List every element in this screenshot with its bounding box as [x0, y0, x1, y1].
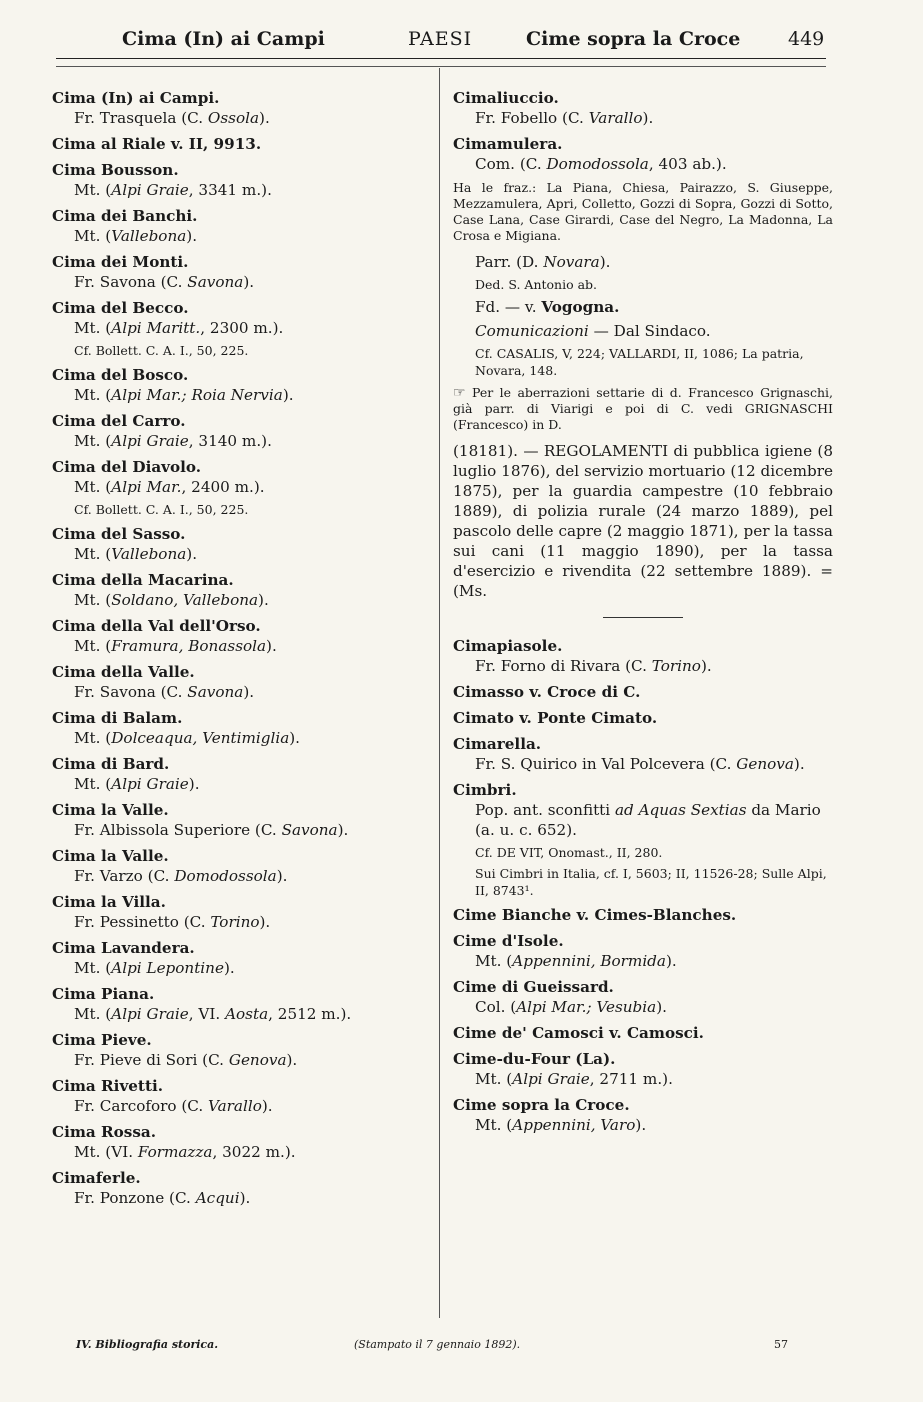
entry-head: Cima di Bard. — [52, 755, 170, 773]
entry — [52, 160, 427, 200]
entry-head: Cima del Bosco. — [52, 366, 189, 384]
entry-head: Cima la Villa. — [52, 893, 166, 911]
frazioni-note: Ha le fraz.: La Piana, Chiesa, Pairazzo, S. Giuseppe, Mezzamulera, Apri, Colletto, Gozzi di Sopra, Gozzi di Sotto, Case Lana, Case Girardi, Case del Negro, La Madonna, La Crosa e Migiana. — [453, 180, 833, 243]
entry — [52, 1030, 427, 1070]
entry-head: Cime Bianche v. Cimes-Blanches. — [453, 906, 737, 924]
entry-head: Cima della Valle. — [52, 663, 195, 681]
entry-head: Cimato v. Ponte Cimato. — [453, 709, 658, 727]
entry-head: Cime de' Camosci v. Camosci. — [453, 1024, 704, 1042]
pointing-hand-icon: ☞ — [453, 385, 466, 401]
entry-head: Cime di Gueissard. — [453, 978, 614, 996]
entry-body: Mt. (Alpi Graie, VI. Aosta, 2512 m.). — [74, 1005, 352, 1023]
entry — [52, 570, 427, 610]
entry — [453, 734, 833, 774]
entry-body: Mt. (Alpi Maritt., 2300 m.). — [74, 319, 284, 337]
entry-body: Fr. Pieve di Sori (C. Genova). — [74, 1051, 298, 1069]
entry-body: Fr. Carcoforo (C. Varallo). — [74, 1097, 273, 1115]
entry-body: Mt. (Appennini, Bormida). — [475, 952, 677, 970]
entry — [453, 636, 833, 676]
section-separator — [603, 617, 683, 618]
entry-body: Fr. S. Quirico in Val Polcevera (C. Genova). — [475, 755, 805, 773]
entry-body: Mt. (Vallebona). — [74, 227, 198, 245]
header-rule-bottom — [56, 66, 826, 67]
entry-body: Fr. Forno di Rivara (C. Torino). — [475, 657, 712, 675]
entry-head: Cima Rossa. — [52, 1123, 157, 1141]
entry-head: Cimbri. — [453, 781, 517, 799]
entry-body: Fr. Albissola Superiore (C. Savona). — [74, 821, 349, 839]
entry — [52, 754, 427, 794]
right-column — [453, 88, 833, 1141]
entry-body: Fr. Savona (C. Savona). — [74, 683, 255, 701]
header-section: PAESI — [408, 28, 473, 50]
entry-body: Mt. (Alpi Lepontine). — [74, 959, 235, 977]
entry-body: Mt. (Dolceaqua, Ventimiglia). — [74, 729, 301, 747]
entry — [52, 662, 427, 702]
page-number: 449 — [788, 28, 825, 50]
entry — [453, 931, 833, 971]
entry-body: Col. (Alpi Mar.; Vesubia). — [475, 998, 667, 1016]
entry-cimamulera — [453, 134, 833, 618]
entry-head: Cime sopra la Croce. — [453, 1096, 630, 1114]
entry — [52, 938, 427, 978]
entry-note: Sui Cimbri in Italia, cf. I, 5603; II, 11526-28; Sulle Alpi, II, 8743¹. — [475, 866, 827, 898]
entry-body: Mt. (Alpi Mar., 2400 m.). — [74, 478, 265, 496]
comunicazioni-line: Comunicazioni — Dal Sindaco. — [475, 322, 711, 340]
entry-note: Cf. Bollett. C. A. I., 50, 225. — [74, 343, 249, 358]
entry-head: Cima Rivetti. — [52, 1077, 164, 1095]
dedication-line: Ded. S. Antonio ab. — [475, 277, 598, 292]
entry-body: Mt. (Vallebona). — [74, 545, 198, 563]
entry — [52, 457, 427, 518]
entry-head: Cima Bousson. — [52, 161, 179, 179]
running-header — [56, 22, 826, 62]
entry — [453, 708, 833, 728]
entry-body: Mt. (Alpi Graie). — [74, 775, 200, 793]
entry-head: Cima al Riale v. II, 9913. — [52, 135, 262, 153]
entry — [453, 1095, 833, 1135]
left-column — [52, 88, 427, 1214]
entry-head: Cima del Sasso. — [52, 525, 186, 543]
entry-head: Cima (In) ai Campi. — [52, 89, 220, 107]
entry-head: Cimaferle. — [52, 1169, 141, 1187]
entry-body: Mt. (VI. Formazza, 3022 m.). — [74, 1143, 296, 1161]
header-right-title: Cime sopra la Croce — [526, 28, 741, 50]
entry-head: Cima del Carro. — [52, 412, 186, 430]
hand-note: ☞ Per le aberrazioni settarie di d. Francesco Grignaschi, già parr. di Viarigi e poi di C. vedi GRIGNASCHI (Francesco) in D. — [453, 385, 833, 432]
entry-cimaliuccio — [453, 88, 833, 128]
entry — [453, 1049, 833, 1089]
footer-sheet-number: 57 — [774, 1338, 788, 1351]
entry-head: Cima la Valle. — [52, 801, 169, 819]
entry-body: Fr. Fobello (C. Varallo). — [475, 109, 654, 127]
entry — [52, 984, 427, 1024]
parrocchia-line: Parr. (D. Novara). — [475, 253, 611, 271]
entry-body: Fr. Trasquela (C. Ossola). — [74, 109, 270, 127]
entry — [52, 800, 427, 840]
entry-head: Cima di Balam. — [52, 709, 183, 727]
entry-body: Mt. (Framura, Bonassola). — [74, 637, 277, 655]
entry-head: Cima del Diavolo. — [52, 458, 202, 476]
entry-body: Mt. (Alpi Mar.; Roia Nervia). — [74, 386, 294, 404]
entry — [52, 252, 427, 292]
entry — [52, 1076, 427, 1116]
entry-head: Cima della Val dell'Orso. — [52, 617, 261, 635]
entry — [52, 411, 427, 451]
entry-body: Fr. Pessinetto (C. Torino). — [74, 913, 271, 931]
entry-body: Mt. (Alpi Graie, 2711 m.). — [475, 1070, 673, 1088]
entry — [453, 977, 833, 1017]
entry — [52, 1122, 427, 1162]
column-divider — [439, 68, 440, 1318]
entry — [52, 365, 427, 405]
entry-body: Mt. (Soldano, Vallebona). — [74, 591, 269, 609]
right-column-entries — [453, 636, 833, 1135]
entry-head: Cimaliuccio. — [453, 89, 559, 107]
entry-head: Cima dei Monti. — [52, 253, 189, 271]
regolamenti-paragraph: (18181). — REGOLAMENTI di pubblica igiene (8 luglio 1876), del servizio mortuario (12 dicembre 1875), per la guardia campestre (10 febbraio 1889), di polizia rurale (24 marzo 1889), pel pascolo delle capre (2 maggio 1871), per la tassa sui cani (11 maggio 1890), per la tassa d'esercizio e rivendita (22 settembre 1889). = (Ms. — [453, 442, 833, 600]
entry-head: Cimapiasole. — [453, 637, 563, 655]
entry — [52, 1168, 427, 1208]
fd-line: Fd. — v. Vogogna. — [475, 298, 620, 316]
entry — [52, 892, 427, 932]
entry-head: Cimarella. — [453, 735, 542, 753]
header-left-title: Cima (In) ai Campi — [122, 28, 325, 50]
cf-reference: Cf. CASALIS, V, 224; VALLARDI, II, 1086; La patria, Novara, 148. — [475, 346, 804, 378]
entry-body: Mt. (Alpi Graie, 3140 m.). — [74, 432, 272, 450]
entry-body: Fr. Ponzone (C. Acqui). — [74, 1189, 251, 1207]
entry — [52, 616, 427, 656]
entry-head: Cima dei Banchi. — [52, 207, 198, 225]
entry-head: Cima Lavandera. — [52, 939, 195, 957]
entry-body: Fr. Varzo (C. Domodossola). — [74, 867, 288, 885]
entry — [52, 708, 427, 748]
entry-head: Cima la Valle. — [52, 847, 169, 865]
entry-note: Cf. DE VIT, Onomast., II, 280. — [475, 845, 663, 860]
entry — [52, 134, 427, 154]
entry-head: Cima Pieve. — [52, 1031, 152, 1049]
entry — [52, 88, 427, 128]
entry — [453, 682, 833, 702]
entry — [453, 780, 833, 899]
footer-print-date: (Stampato il 7 gennaio 1892). — [354, 1338, 521, 1351]
entry — [453, 1023, 833, 1043]
entry-body: Fr. Savona (C. Savona). — [74, 273, 255, 291]
entry-body: Mt. (Alpi Graie, 3341 m.). — [74, 181, 272, 199]
entry — [52, 206, 427, 246]
entry-head: Cime-du-Four (La). — [453, 1050, 616, 1068]
entry-head: Cima Piana. — [52, 985, 155, 1003]
footer-signature: IV. Bibliografia storica. — [76, 1338, 219, 1351]
entry — [52, 524, 427, 564]
entry-head: Cimasso v. Croce di C. — [453, 683, 641, 701]
entry-head: Cime d'Isole. — [453, 932, 564, 950]
entry-head: Cima della Macarina. — [52, 571, 234, 589]
entry-body: Com. (C. Domodossola, 403 ab.). — [475, 155, 727, 173]
entry-head: Cimamulera. — [453, 135, 563, 153]
header-rule-top — [56, 58, 826, 59]
entry-head: Cima del Becco. — [52, 299, 189, 317]
entry — [52, 298, 427, 359]
entry — [453, 905, 833, 925]
entry-note: Cf. Bollett. C. A. I., 50, 225. — [74, 502, 249, 517]
entry-body: Mt. (Appennini, Varo). — [475, 1116, 647, 1134]
entry — [52, 846, 427, 886]
entry-body: Pop. ant. sconfitti ad Aquas Sextias da Mario (a. u. c. 652). — [475, 801, 821, 839]
